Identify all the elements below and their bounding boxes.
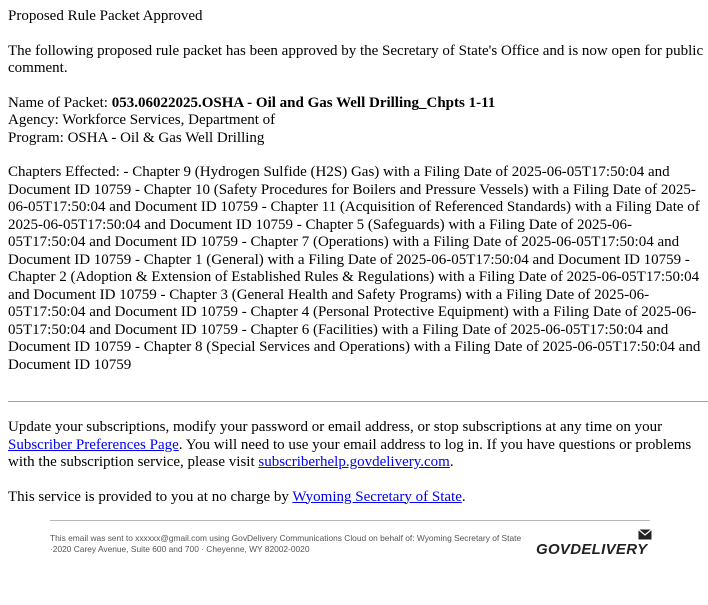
subscription-text-1: Update your subscriptions, modify your password or email address, or stop subscriptions at any time on your (8, 419, 663, 435)
subscription-paragraph (8, 419, 708, 472)
service-text-1: This service is provided to you at no charge by (8, 488, 293, 505)
footer-text: This email was sent to xxxxxx@gmail.com using GovDelivery Communications Cloud on behalf of: Wyoming Secretary of State ·2020 Carey Avenue, Suite 600 and 700 · Cheyenne, WY 82002-0020 (50, 533, 522, 554)
spacer (8, 374, 708, 401)
subscription-text-2: . You will need to use your email address to log in. If you have questions or problems with the subscription service, please visit (8, 436, 692, 470)
footer (50, 533, 650, 573)
intro-paragraph: The following proposed rule packet has been approved by the Secretary of State's Office and is now open for public comment. (8, 42, 704, 76)
packet-name: 053.06022025.OSHA - Oil and Gas Well Drilling_Chpts 1-11 (111, 94, 496, 111)
subscriber-preferences-link[interactable]: Subscriber Preferences Page (8, 436, 179, 453)
divider (8, 401, 708, 402)
program-line: Program: OSHA - Oil & Gas Well Drilling (8, 129, 265, 146)
govdelivery-logo (536, 535, 656, 561)
wyoming-sos-link[interactable]: Wyoming Secretary of State (292, 488, 462, 505)
service-text-2: . (461, 488, 466, 505)
packet-details (8, 95, 708, 148)
email-title: Proposed Rule Packet Approved (8, 8, 203, 24)
chapters-paragraph: Chapters Effected: - Chapter 9 (Hydrogen Sulfide (H2S) Gas) with a Filing Date of 2025-06-05T17:50:04 and Document ID 10759 - Chapter 10 (Safety Procedures for Boilers and Pressure Vessels) with a Filing Date of 2025-06-05T17:50:04 and Document ID 10759 - Chapter 11 (Acquisition of Referenced Standards) with a Filing Date of 2025-06-05T17:50:04 and Document ID 10759 - Chapter 5 (Safeguards) with a Filing Date of 2025-06-05T17:50:04 and Document ID 10759 - Chapter 7 (Operations) with a Filing Date of 2025-06-05T17:50:04 and Document ID 10759 - Chapter 1 (General) with a Filing Date of 2025-06-05T17:50:04 and Document ID 10759 - Chapter 2 (Adoption & Extension of Established Rules & Regulations) with a Filing Date of 2025-06-05T17:50:04 and Document ID 10759 - Chapter 3 (General Health and Safety Programs) with a Filing Date of 2025-06-05T17:50:04 and Document ID 10759 - Chapter 4 (Personal Protective Equipment) with a Filing Date of 2025-06-05T17:50:04 and Document ID 10759 - Chapter 6 (Facilities) with a Filing Date of 2025-06-05T17:50:04 and Document ID 10759 - Chapter 8 (Special Services and Operations) with a Filing Date of 2025-06-05T17:50:04 and Document ID 10759 (8, 164, 701, 373)
footer-divider (50, 520, 650, 521)
packet-name-line (8, 95, 708, 113)
agency-line: Agency: Workforce Services, Department of (8, 112, 276, 128)
govdelivery-logo-text: GOVDELIVERY (536, 541, 648, 558)
service-paragraph (8, 489, 708, 507)
envelope-icon (638, 529, 652, 541)
subscriber-help-link[interactable]: subscriberhelp.govdelivery.com (258, 454, 450, 470)
packet-name-label: Name of Packet: (8, 94, 112, 111)
subscription-text-3: . (449, 454, 454, 470)
